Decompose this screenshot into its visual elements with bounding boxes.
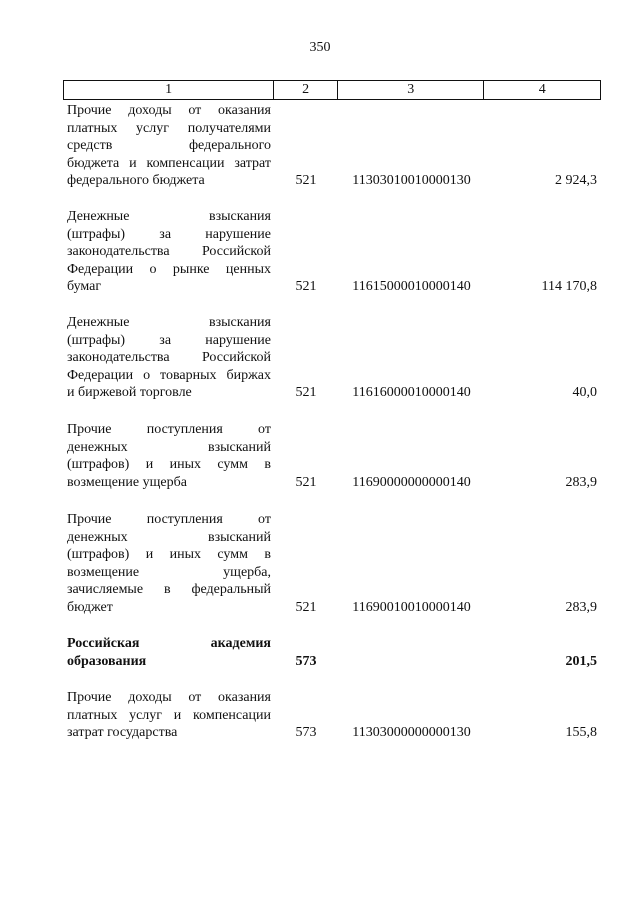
desc-line: (штрафов) и иных сумм в xyxy=(67,457,271,473)
row-amount: 201,5 xyxy=(565,654,597,670)
row-description xyxy=(67,689,271,742)
desc-line: (штрафы) за нарушение xyxy=(67,226,271,242)
row-code: 521 xyxy=(295,600,317,616)
desc-line: денежных взысканий xyxy=(67,529,271,545)
table-row-section xyxy=(63,635,601,671)
row-kbk: 11303000000000130 xyxy=(352,725,471,741)
row-description xyxy=(67,208,271,296)
row-amount: 283,9 xyxy=(565,475,597,491)
desc-line: возмещение ущерба xyxy=(67,474,187,490)
desc-line: Федерации о товарных биржах xyxy=(67,367,271,383)
desc-line: бюджет xyxy=(67,599,113,615)
desc-line: Прочие поступления от xyxy=(67,512,271,527)
desc-line: федерального бюджета xyxy=(67,173,205,189)
row-amount: 40,0 xyxy=(572,385,597,401)
header-col-3: 3 xyxy=(338,81,484,99)
row-amount: 283,9 xyxy=(565,600,597,616)
row-kbk: 11303010010000130 xyxy=(352,173,471,189)
row-description xyxy=(67,511,271,617)
row-code: 521 xyxy=(295,385,317,401)
section-title xyxy=(67,635,271,670)
table-row xyxy=(63,511,601,617)
header-col-2: 2 xyxy=(274,81,338,99)
desc-line: образования xyxy=(67,653,147,669)
row-code: 521 xyxy=(295,475,317,491)
desc-line: и биржевой торговле xyxy=(67,385,192,401)
row-amount: 155,8 xyxy=(565,725,597,741)
row-amount: 114 170,8 xyxy=(541,279,597,295)
desc-line: (штрафы) за нарушение xyxy=(67,332,271,348)
row-code: 573 xyxy=(295,654,317,670)
desc-line: платных услуг и компенсации xyxy=(67,707,271,723)
desc-line: Прочие доходы от оказания xyxy=(67,103,271,118)
desc-line: Прочие доходы от оказания xyxy=(67,690,271,705)
row-description xyxy=(67,102,271,190)
table-row xyxy=(63,689,601,742)
desc-line: Российская академия xyxy=(67,636,271,651)
table-row xyxy=(63,314,601,402)
row-description xyxy=(67,421,271,491)
desc-line: затрат государства xyxy=(67,725,178,741)
desc-line: Федерации о рынке ценных xyxy=(67,261,271,277)
desc-line: Денежные взыскания xyxy=(67,315,271,330)
row-description xyxy=(67,314,271,402)
desc-line: законодательства Российской xyxy=(67,350,271,366)
header-col-1: 1 xyxy=(64,81,274,99)
table-row xyxy=(63,421,601,492)
row-code: 573 xyxy=(295,725,317,741)
desc-line: зачисляемые в федеральный xyxy=(67,582,271,598)
table-row xyxy=(63,102,601,190)
desc-line: бюджета и компенсации затрат xyxy=(67,155,271,171)
desc-line: денежных взысканий xyxy=(67,439,271,455)
table-row xyxy=(63,208,601,296)
desc-line: бумаг xyxy=(67,279,102,295)
desc-line: Прочие поступления от xyxy=(67,422,271,437)
row-code: 521 xyxy=(295,173,317,189)
desc-line: средств федерального xyxy=(67,138,271,154)
desc-line: (штрафов) и иных сумм в xyxy=(67,547,271,563)
desc-line: возмещение ущерба, xyxy=(67,564,271,580)
desc-line: платных услуг получателями xyxy=(67,120,271,136)
desc-line: законодательства Российской xyxy=(67,244,271,260)
page-number: 350 xyxy=(309,40,331,55)
row-kbk: 11690000000000140 xyxy=(352,475,471,491)
row-kbk: 11615000010000140 xyxy=(352,279,471,295)
row-code: 521 xyxy=(295,279,317,295)
row-kbk: 11690010010000140 xyxy=(352,600,471,616)
desc-line: Денежные взыскания xyxy=(67,209,271,224)
header-col-4: 4 xyxy=(538,82,546,97)
row-amount: 2 924,3 xyxy=(555,173,597,189)
table-header xyxy=(63,80,601,100)
row-kbk: 11616000010000140 xyxy=(352,385,471,401)
